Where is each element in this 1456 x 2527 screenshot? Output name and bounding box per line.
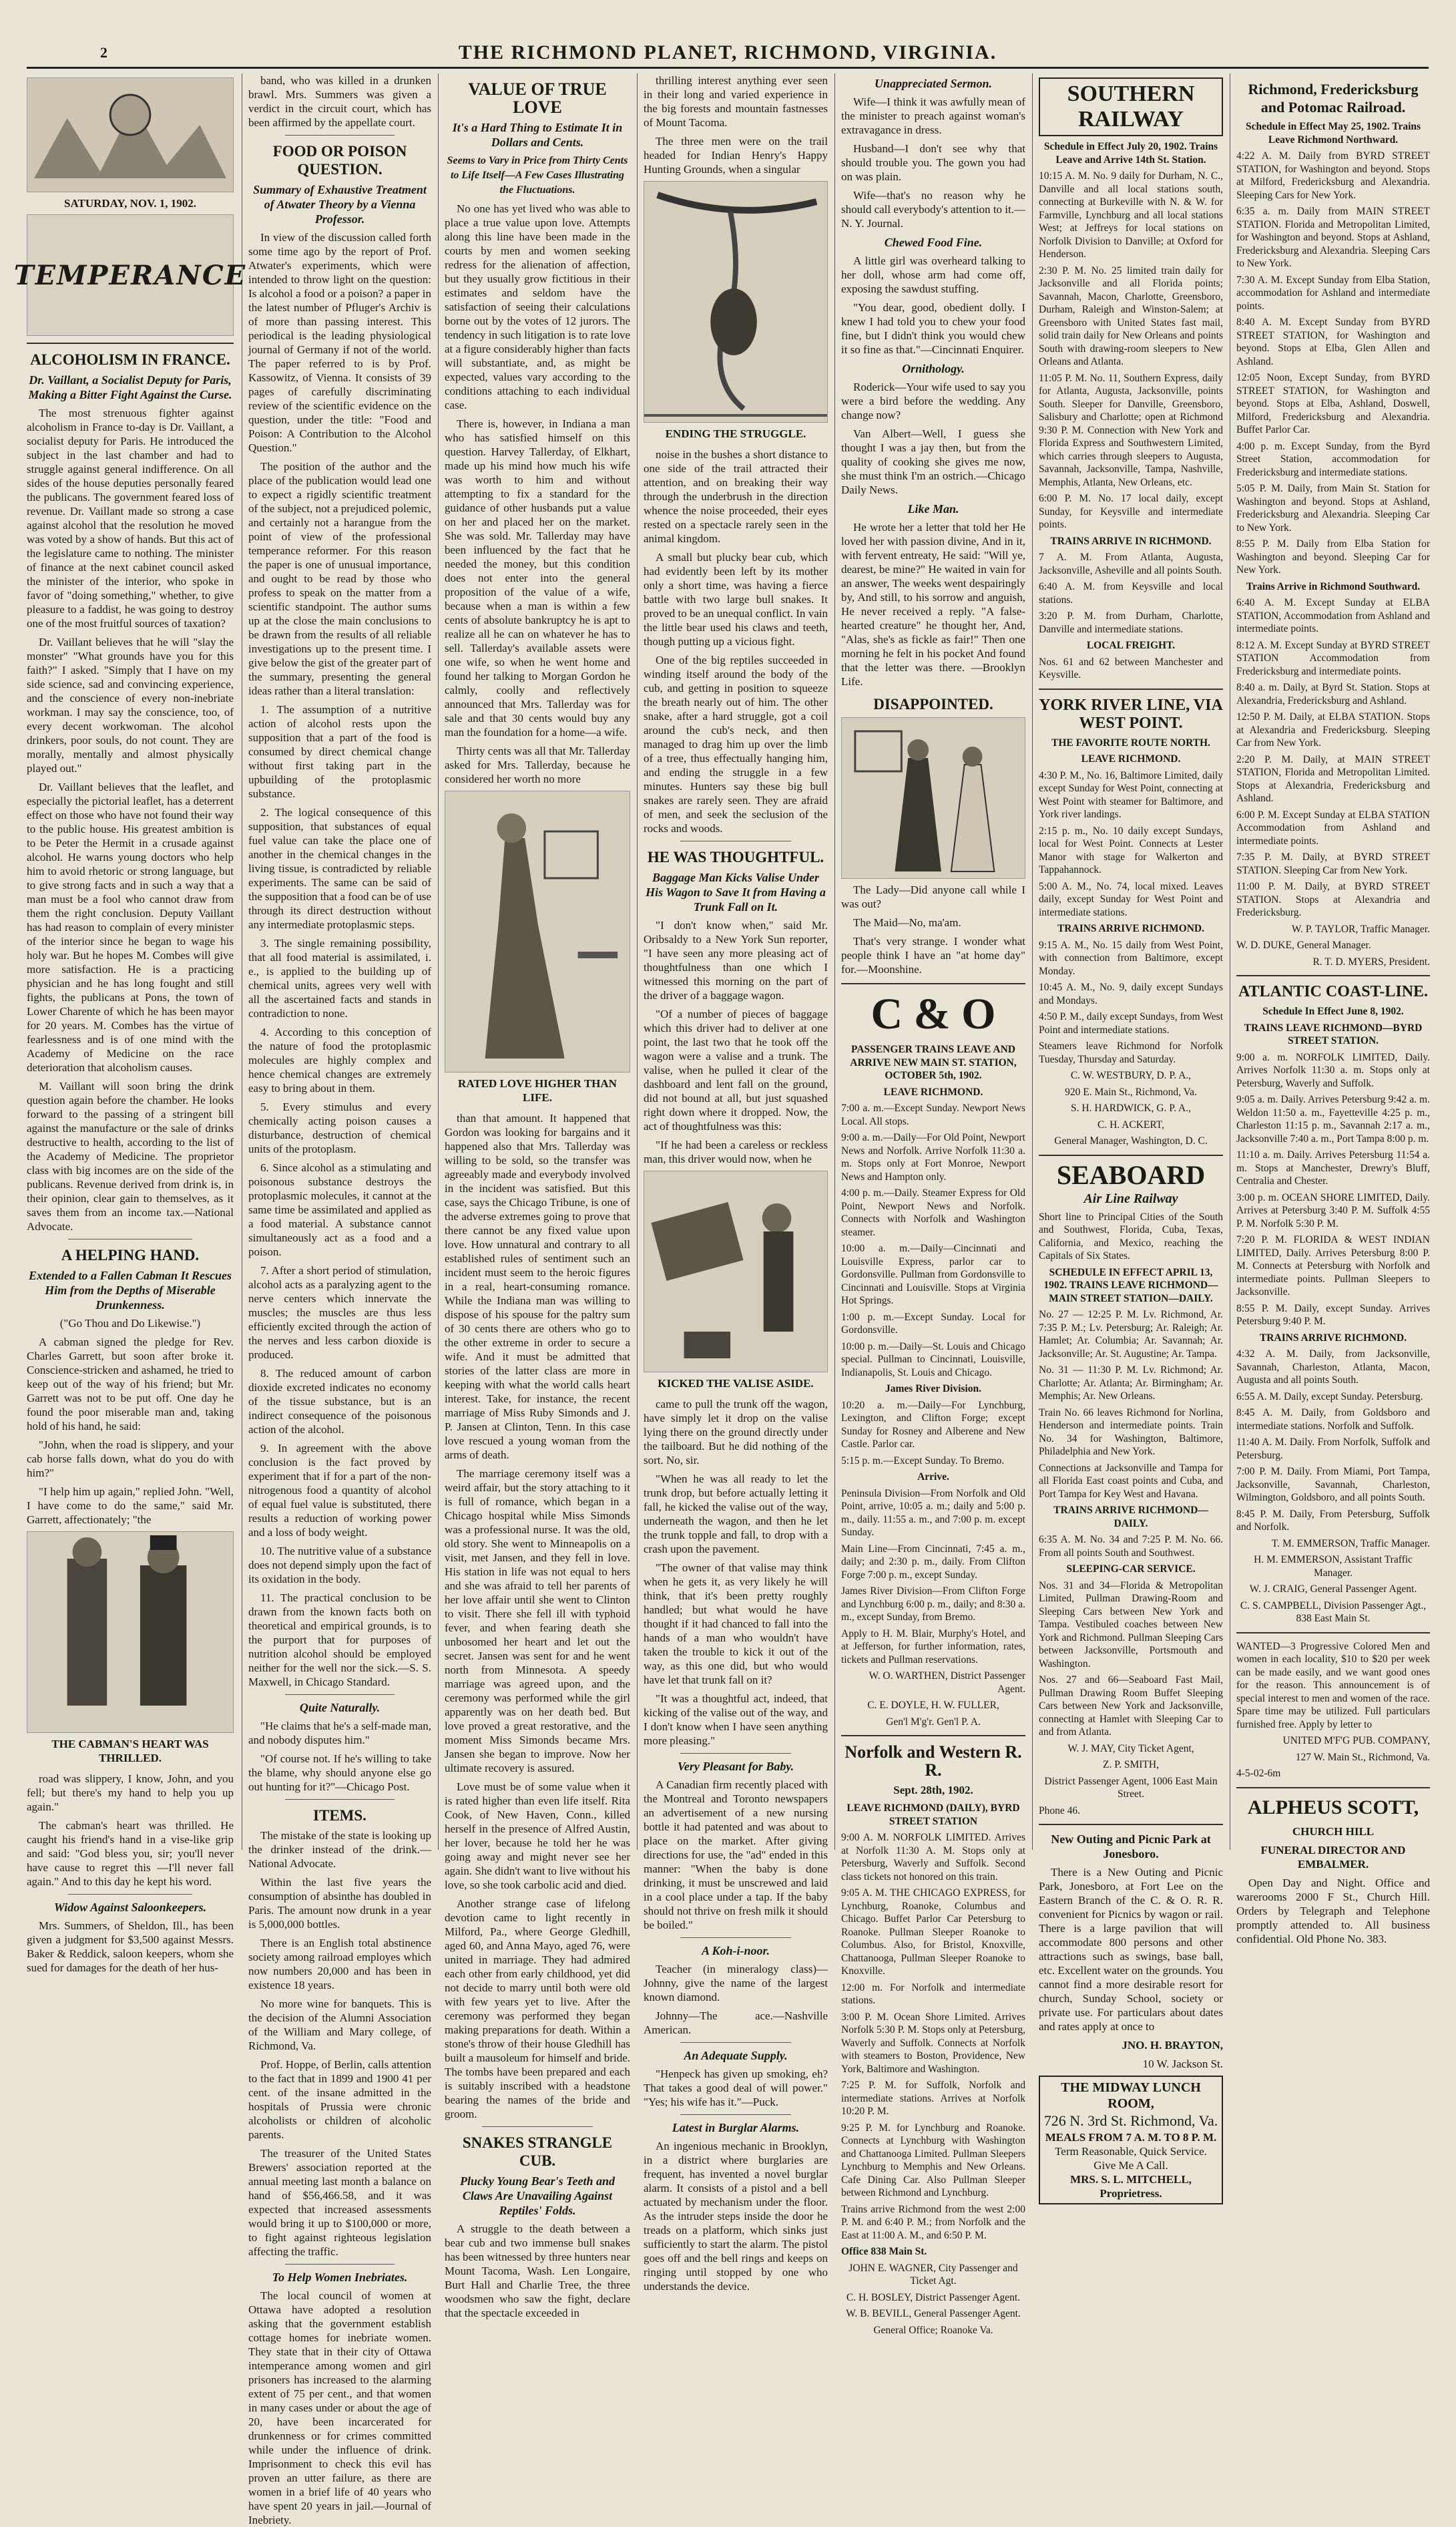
schedule-heading: TRAINS ARRIVE IN RICHMOND. (1050, 535, 1212, 547)
schedule-entry: 9:00 a. m.—Daily—For Old Point, Newport News and Norfolk. Arrive Norfolk 11:30 a. m. Stops only at Fort Monroe, Newport News and Hampton only. (841, 1132, 1025, 1183)
schedule-entry: No. 27 — 12:25 P. M. Lv. Richmond, Ar. 7:35 P. M.; Lv. Petersburg; Ar. Raleigh; Ar. Hamlet; Ar. Columbia; Ar. Savannah; Ar. Jacksonville; Ar. St. Augustine; Ar. Tampa. (1039, 1309, 1223, 1360)
ad-signature: JNO. H. BRAYTON, (1122, 2039, 1223, 2052)
railway-title: YORK RIVER LINE, VIA WEST POINT. (1039, 696, 1223, 732)
office-address: General Office; Roanoke Va. (873, 2324, 993, 2336)
paragraph: 7. After a short period of stimulation, alcohol acts as a paralyzing agent to the nerve centers which innervate the muscles; the muscles are thus less efficiently excited through the action of the nerves and less carbon dioxide is produced. (248, 1264, 431, 1361)
column-4 (644, 73, 828, 2293)
agent-address: District Passenger Agent, 1006 East Main Street. (1044, 1775, 1218, 1800)
schedule-entry: 1:00 p. m.—Except Sunday. Local for Gordonsville. (841, 1311, 1025, 1336)
paragraph: 9. In agreement with the above conclusion is the fact proved by experiment that if for a part of the non-nitrogenous food a quantity of alcohol of equal fuel value is substituted, there results a reduction of working power and a loss of body weight. (248, 1442, 431, 1539)
schedule-entry: 4:30 P. M., No. 16, Baltimore Limited, daily except Sunday for West Point, connecting at West Point with steamer for Baltimore, and York river landings. (1039, 769, 1223, 820)
schedule-entry: 12:00 m. For Norfolk and intermediate stations. (841, 1981, 1025, 2006)
schedule-entry: 6:40 A. M. Except Sunday at ELBA STATION, Accommodation from Ashland and intermediate points. (1236, 597, 1430, 634)
article-title: Very Pleasant for Baby. (677, 1760, 794, 1773)
schedule-entry: 3:00 P. M. Ocean Shore Limited. Arrives Norfolk 5:30 P. M. Stops only at Petersburg, Waverly and Suffolk. Connects at Norfolk with steamers to Boston, Providence, New York, Baltimore and Washington. (841, 2011, 1025, 2075)
office-address: Office 838 Main St. (841, 2246, 927, 2257)
schedule-entry: Train No. 66 leaves Richmond for Norlina, Henderson and intermediate points. Train No. 34 for Washington, Baltimore, Philadelphia and New York. (1039, 1406, 1223, 1457)
schedule-entry: 4:00 p. m.—Daily. Steamer Express for Old Point, Newport News and Norfolk. Connects with Norfolk and Washington steamer. (841, 1187, 1025, 1238)
schedule-entry: 5:15 p. m.—Except Sunday. To Bremo. (841, 1454, 1005, 1467)
paragraph: The cabman's heart was thrilled. He caught his friend's hand in a vise-like grip and said: "God bless you, sir; you'll never have cause to regret this —I'll never fall again." And to this day he kept his word. (27, 1819, 234, 1888)
paragraph: The position of the author and the place of the publication would lead one to expect a rigidly scientific treatment of the subject, not a prejudiced polemic, and certainly not a harangue from the point of view of the professional temperance reformer. For this reason the paper is one of unusual importance, and ought to be read by those who profess to speak on the matter from a scientific standpoint. The author sums up at the close the main conclusions to be drawn from the results of all reliable investigations up to the present time. I give below the gist of the greater part of the summary, presenting the general ideas rather than a literal translation: (248, 460, 431, 697)
column-rule (1032, 73, 1033, 1850)
paragraph: 8. The reduced amount of carbon dioxide excreted indicates no economy of the tissue substance, but is an indirect consequence of the poisonous action of the alcohol. (248, 1367, 431, 1436)
ad-subtitle: FUNERAL DIRECTOR AND EMBALMER. (1260, 1843, 1406, 1871)
article-title: Like Man. (907, 502, 959, 516)
schedule-date: Sept. 28th, 1902. (893, 1784, 973, 1796)
paragraph: 5. Every stimulus and every chemically acting poison causes a disturbance, destruction of chemical units of the protoplasm. (248, 1101, 431, 1155)
paragraph: Short line to Principal Cities of the South and Southwest, Florida, Cuba, Texas, California, and Mexico, reaching the Capitals of Six States. (1039, 1211, 1223, 1261)
railway-title: SOUTHERN RAILWAY (1067, 81, 1195, 132)
agent-title: Gen'l M'g'r. Gen'l P. A. (886, 1716, 981, 1728)
paragraph: "He claims that he's a self-made man, and nobody disputes him." (248, 1720, 431, 1746)
agent-name: W. B. BEVILL, General Passenger Agent. (846, 2308, 1021, 2319)
paragraph: A struggle to the death between a bear cub and two immense bull snakes has been witnessed by three hunters near Mount Tacoma, Wash. Len Longaire, Burt Hall and Charlie Tree, the three woodsmen who saw the fight, declare that the spectacle exceeded in (445, 2222, 630, 2319)
schedule-entry: Apply to H. M. Blair, Murphy's Hotel, and at Jefferson, for further information, rates, tickets and Pullman reservations. (841, 1627, 1025, 1666)
paragraph: "I help him up again," replied John. "Well, I have come to do the same," said Mr. Garrett, affectionately; "the (27, 1485, 234, 1526)
schedule-entry: 7 A. M. From Atlanta, Augusta, Jacksonville, Asheville and all points South. (1039, 552, 1223, 576)
paragraph: 4. According to this conception of the nature of food the protoplasmic molecules are highly complex and hence chemical changes are extremely easy to bring about in them. (248, 1026, 431, 1095)
article-title: Unappreciated Sermon. (874, 77, 992, 90)
article-title: To Help Women Inebriates. (272, 2271, 408, 2284)
paragraph: The three men were on the trail headed for Indian Henry's Happy Hunting Grounds, when a singular (644, 135, 828, 176)
paragraph: came to pull the trunk off the wagon, have simply let it drop on the valise lying there on the ground directly under the tailboard. But he did nothing of the sort. No, sir. (644, 1398, 828, 1467)
paragraph: That's very strange. I wonder what people think I have an "at home day" for.—Moonshine. (841, 935, 1025, 976)
paragraph: The mistake of the state is looking up the drinker instead of the drink.—National Advocate. (248, 1829, 431, 1870)
ad-proprietor: MRS. S. L. MITCHELL, Proprietress. (1070, 2173, 1192, 2200)
paragraph: Wife—that's no reason why he should call everybody's attention to it.—N. Y. Journal. (841, 189, 1025, 230)
ad-hours: MEALS FROM 7 A. M. TO 8 P. M. (1045, 2131, 1217, 2144)
schedule-entry: 9:05 A. M. THE CHICAGO EXPRESS, for Lynchburg, Roanoke, Columbus and Chicago. Buffet Parlor Car Petersburg to Roanoke. Pullman Sleeper Roanoke to Columbus. Also, for Bristol, Knoxville, Chattanooga, Pullman Sleeper Roanoke to Knoxville. (841, 1887, 1025, 1977)
schedule-heading: SCHEDULE IN EFFECT APRIL 13, 1902. TRAINS LEAVE RICHMOND—MAIN STREET STATION—DAILY. (1043, 1266, 1218, 1304)
phone-number: Phone 46. (1039, 1804, 1080, 1816)
column-rule (834, 73, 835, 1850)
paragraph: "The owner of that valise may think when he gets it, as very likely he will think, that it's been pretty roughly handled; but what would he have thought if it had chanced to fall into the hands of a man who wouldn't have taken the trouble to kick it out of the way, as this one did, but who would have let that trunk fall on it? (644, 1561, 828, 1686)
schedule-entry: Peninsula Division—From Norfolk and Old Point, arrive, 10:05 a. m.; daily and 5:00 p. m., daily. 11:55 a. m., and 7:00 p. m. except Sunday. (841, 1487, 1025, 1538)
schedule-subtitle: THE FAVORITE ROUTE NORTH. (1051, 737, 1210, 749)
paragraph: 3. The single remaining possibility, that all food material is assimilated, i. e., is applied to the building up of chemical units, agrees very well with all the ascertained facts and stands in contradiction to none. (248, 937, 431, 1020)
baggage-man-illustration (644, 1171, 828, 1372)
ad-code: 4-5-02-6m (1236, 1768, 1281, 1779)
schedule-entry: 7:25 P. M. for Suffolk, Norfolk and intermediate stations. Arrives at Norfolk 10:20 P. M. (841, 2080, 1025, 2117)
page-number: 2 (100, 44, 107, 61)
schedule-entry: 11:05 P. M. No. 11, Southern Express, daily for Atlanta, Augusta, Jacksonville, points South. Sleeper for Danville, Greensboro, Salisbury and Charlotte; open at Richmond 9:30 P. M. Connection with New York and Florida Express and Southwestern Limited, which carries through sleepers to Augusta, Savannah, Jacksonville, Tampa, Nashville, Memphis, Atlanta, New Orleans, etc. (1039, 372, 1223, 488)
paragraph: "Of course not. If he's willing to take the blame, why should anyone else go out hunting for it?"—Chicago Post. (248, 1752, 431, 1793)
schedule-heading: LOCAL FREIGHT. (1086, 640, 1176, 651)
schedule-entry: 3:20 P. M. from Durham, Charlotte, Danville and intermediate stations. (1039, 610, 1223, 635)
paragraph: The most strenuous fighter against alcoholism in France to-day is Dr. Vaillant, a socialist deputy for Paris. He introduced the subject in the last chamber and had to struggle against general indifference. On all sides of the house deputies personally feared the publicans. The government feared loss of revenue. Dr. Vaillant made so strong a case against alcohol that the resolution he moved was voted by a show of hands. But this act of the legislature came to nothing. The minister of finance at the next cabinet council asked the minister of the interior, who spoke in favor of "doing something," whether, to give pleasure to a faddist, he was going to destroy one of the most fruitful sources of taxation? (27, 407, 234, 630)
article-subtitle: It's a Hard Thing to Estimate It in Dollars and Cents. (452, 121, 623, 149)
schedule-entry: 12:05 Noon, Except Sunday, from BYRD STREET STATION, for Washington and beyond. Stops at Elba, Ashland, Doswell, Milford, Fredericksburg and Alexandria. Buffet Parlor Car. (1236, 372, 1430, 435)
schedule-entry: 11:40 A. M. Daily. From Norfolk, Suffolk and Petersburg. (1236, 1436, 1430, 1461)
paragraph: road was slippery, I know, John, and you fell; but there's my hand to help you up again." (27, 1772, 234, 1813)
schedule-entry: 7:20 P. M. FLORIDA & WEST INDIAN LIMITED, Daily. Arrives Petersburg 8:00 P. M. Connects at Petersburg with Norfolk and intermediate points. Pullman Sleepers to Jacksonville. (1236, 1234, 1430, 1298)
bear-and-snakes-illustration (644, 181, 828, 423)
poem: He wrote her a letter that told her He loved her with passion divine, And in it, with fervent entreaty, He said: "Will ye, dearest, be mine?" He waited in vain for an answer, The weeks went despairingly by, And still, to his sorrow and anguish, He never received a reply. "A false-hearted creature" he thought her, And, "Alas, she's as fickle as fair!" Then one morning he felt in his pocket And found that the letter was there. —Brooklyn Life. (841, 521, 1025, 688)
illustration-caption: KICKED THE VALISE ASIDE. (658, 1377, 814, 1390)
schedule-entry: Nos. 27 and 66—Seaboard Fast Mail, Pullman Drawing Room Buffet Sleeping Cars between New York and Jacksonville, connecting at Hamlet with Sleeping Car to and from Atlanta. (1039, 1674, 1223, 1738)
schedule-entry: 11:10 a. m. Daily. Arrives Petersburg 11:54 a. m. Stops at Manchester, Drewry's Bluff, Centralia and Chester. (1236, 1149, 1430, 1187)
schedule-heading: SLEEPING-CAR SERVICE. (1066, 1563, 1196, 1575)
paragraph: No more wine for banquets. This is the decision of the Alumni Association of the William and Mary college, of Richmond, Va. (248, 1997, 431, 2052)
paragraph: "You dear, good, obedient dolly. I knew I had told you to chew your food fine, but I didn't think you would chew it so fine as that."—Cincinnati Enquirer. (841, 301, 1025, 356)
paragraph: Another strange case of lifelong devotion came to light recently in Milford, Pa., where George Gledhill, aged 60, and Anna Mayo, aged 76, were united in marriage. They had admired each other from early childhood, yet did not decide to marry until both were old with few years yet to live. After the ceremony was performed they began making preparations for death. Within a stone's throw of their house Gledhill has built a mausoleum for himself and bride. The tombs have been prepared and each is suitably inscribed with a headstone bearing the names of the bride and groom. (445, 1897, 630, 2120)
ad-text: Term Reasonable, Quick Service. Give Me A Call. (1055, 2145, 1207, 2172)
article-title: HE WAS THOUGHTFUL. (647, 849, 824, 865)
ad-title: ALPHEUS SCOTT, (1247, 1796, 1419, 1818)
article-title: Widow Against Saloonkeepers. (53, 1901, 207, 1914)
paragraph: Van Albert—Well, I guess she thought I was a jay then, but from the quality of cooking she gives me now, she must think I'm an ostrich.—Chicago Daily News. (841, 427, 1025, 496)
schedule-entry: 8:40 a. m. Daily, at Byrd St. Station. Stops at Alexandria, Fredericksburg and Ashland. (1236, 682, 1430, 707)
paragraph: "Henpeck has given up smoking, eh? That takes a good deal of will power." "Yes; his wife has it."—Puck. (644, 2068, 828, 2108)
railway-title: SEABOARD (1056, 1159, 1206, 1190)
agent-name: JOHN E. WAGNER, City Passenger and Ticket Agt. (848, 2262, 1018, 2287)
temperance-logo-text: TEMPERANCE (13, 259, 247, 291)
article-title: VALUE OF TRUE LOVE (468, 79, 607, 117)
schedule-entry: 5:00 A. M., No. 74, local mixed. Leaves daily, except Sunday for West Point and intermediate stations. (1039, 880, 1223, 918)
article-subtitle: Seems to Vary in Price from Thirty Cents to Life Itself—A Few Cases Illustrating the Fluctuations. (447, 155, 628, 196)
paragraph: than that amount. It happened that Gordon was looking for bargains and it happened also that Mrs. Tallerday was willing to be sold, so the transfer was agreeably made and everybody involved in the incident was satisfied. But this case, says the Chicago Tribune, is one of the adverse extremes going to prove that there cannot be any fixed value upon love. How unnatural and contrary to all established rules of sentiment such an incident must seem to the heroic figures in a real, heart-consuming romance. While the Indiana man was willing to dispose of his spouse for the paltry sum of 30 cents there are others who go to the other extreme in order to secure a wife. And it must be admitted that stories of the latter class are more in keeping with what the world calls heart interest. Take, for instance, the recent marriage of Miss Ruby Simonds and J. P. Jansen at Clinton, Tenn. In this case love rescued a young woman from the arms of death. (445, 1112, 630, 1461)
paragraph: "I don't know when," said Mr. Oribsaldy to a New York Sun reporter, "I have seen any more pleasing act of thoughtfulness than one which I witnessed this morning on the part of the driver of a baggage wagon. (644, 919, 828, 1002)
schedule-entry: 10:15 A. M. No. 9 daily for Durham, N. C., Danville and all local stations south, connecting at Burkeville with N. & W. for Farmville, Lynchburg and all local stations West; at Jeffreys for local stations on Norfolk Division to Danville; at Oxford for Henderson. (1039, 170, 1223, 260)
paragraph: Roderick—Your wife used to say you were a bird before the wedding. Any change now? (841, 381, 1025, 421)
schedule-entry: 4:50 P. M., daily except Sundays, from West Point and intermediate stations. (1039, 1011, 1223, 1036)
ad-signature: UNITED M'F'G PUB. COMPANY, (1282, 1735, 1430, 1746)
paragraph: Prof. Hoppe, of Berlin, calls attention to the fact that in 1899 and 1900 41 per cent. of the insane admitted in the hospitals of Prussia were chronic alcoholists or children of alcoholic parents. (248, 2058, 431, 2141)
schedule-entry: 10:00 p. m.—Daily—St. Louis and Chicago special. Pullman to Cincinnati, Louisville, Indianapolis, St. Louis and Chicago. (841, 1340, 1025, 1378)
agent-name: C. E. DOYLE, H. W. FULLER, (867, 1700, 999, 1711)
paragraph: 10. The nutritive value of a substance does not depend simply upon the fact of its oxidation in the body. (248, 1545, 431, 1585)
schedule-entry: 8:45 P. M. Daily, From Petersburg, Suffolk and Norfolk. (1236, 1508, 1430, 1533)
schedule-entry: 3:00 p. m. OCEAN SHORE LIMITED, Daily. Arrives at Petersburg 3:40 P. M. Suffolk 4:55 P. M. Norfolk 5:30 P. M. (1236, 1191, 1430, 1229)
schedule-entry: 2:20 P. M. Daily, at MAIN STREET STATION, Florida and Metropolitan Limited. Stops at Alexandria, Fredericksburg and Ashland. (1236, 753, 1430, 804)
paragraph: 6. Since alcohol as a stimulating and poisonous substance destroys the protoplasmic molecules, it cannot at the same time be assimilated and applied as a food material. A substance cannot simultaneously act as a food and a poison. (248, 1161, 431, 1258)
agent-name: H. M. EMMERSON, Assistant Traffic Manager. (1254, 1554, 1413, 1579)
paragraph: thrilling interest anything ever seen in their long and varied experience in the big forests and mountain fastnesses of Mount Tacoma. (644, 74, 828, 129)
schedule-entry: 4:32 A. M. Daily, from Jacksonville, Savannah, Charleston, Atlanta, Macon, Augusta and all points South. (1236, 1348, 1430, 1386)
paragraph: noise in the bushes a short distance to one side of the trail attracted their attention, and on breaking their way through the underbrush in the direction whence the noise proceeded, their eyes rested on a spectacle rarely seen in the animal kingdom. (644, 448, 828, 545)
temperance-logo (13, 214, 247, 336)
column-3 (445, 73, 630, 2319)
article-title: ITEMS. (313, 1807, 367, 1824)
agent-title: General Manager, Washington, D. C. (1054, 1135, 1208, 1147)
column-rule (637, 73, 638, 1850)
paragraph: There is a New Outing and Picnic Park, Jonesboro, at Fort Lee on the Eastern Branch of the C. & O. R. R. convenient for Picnics by wagon or rail. There is a large pavilion that will accommodate 800 persons and other attractions such as swings, base ball, etc. Excellent water on the grounds. You cannot find a more desirable resort for church, Sunday School, society or private use. For particulars about dates and rates apply at once to (1039, 1866, 1223, 2033)
co-railway-logo: C & O (871, 990, 996, 1038)
schedule-heading: LEAVE RICHMOND. (883, 1086, 983, 1098)
article-title: Quite Naturally. (299, 1701, 381, 1714)
paragraph: Mrs. Summers, of Sheldon, Ill., has been given a judgment for $3,500 against Messrs. Baker & Reddick, saloon keepers, whom she sued for damages for the death of her hus- (27, 1919, 234, 1974)
paragraph: "It was a thoughtful act, indeed, that kicking of the valise out of the way, and I don't know when I have seen anything more pleasing." (644, 1692, 828, 1747)
paragraph: 1. The assumption of a nutritive action of alcohol rests upon the supposition that a part of the food is consumed by direct chemical change without first taking part in the upbuilding of the protoplasmic substance. (248, 703, 431, 800)
article-title: A HELPING HAND. (61, 1247, 200, 1264)
schedule-entry: 9:05 a. m. Daily. Arrives Petersburg 9:42 a. m. Weldon 11:50 a. m., Fayetteville 4:25 p. m., Charleston 11:15 p. m., Savannah 2:17 a. m., Jacksonville 7:40 a. m., Port Tampa 8:00 p. m. (1236, 1094, 1430, 1145)
schedule-heading: TRAINS ARRIVE RICHMOND. (1057, 923, 1205, 934)
agent-name: C. W. WESTBURY, D. P. A., (1070, 1070, 1192, 1081)
paragraph: A little girl was overheard talking to her doll, whose arm had come off, exposing the sawdust stuffing. (841, 254, 1025, 295)
article-title: DISAPPOINTED. (873, 696, 993, 713)
agent-name: W. J. CRAIG, General Passenger Agent. (1249, 1583, 1417, 1595)
paragraph: There is an English total abstinence society among railroad employes which now numbers 20,000 and has been in existence 18 years. (248, 1937, 431, 1991)
schedule-entry: Main Line—From Cincinnati, 7:45 a. m., daily; and 2:30 p. m., daily. From Clifton Forge 7:00 p. m., except Sunday. (841, 1543, 1025, 1581)
illustration-caption: RATED LOVE HIGHER THAN LIFE. (458, 1077, 617, 1104)
paragraph: A cabman signed the pledge for Rev. Charles Garrett, but soon after broke it. Conscience-stricken and ashamed, he tried to keep out of the way of his friend; but Mr. Garrett was not to be put off. One day he found the poor miserable man and, taking hold of his hand, he said: (27, 1336, 234, 1432)
schedule-entry: Connections at Jacksonville and Tampa for all Florida East coast points and Cuba, and Port Tampa for Key West and Havana. (1039, 1462, 1223, 1500)
schedule-subtitle: Schedule in Effect May 25, 1902. Trains Leave Richmond Northward. (1245, 121, 1421, 146)
column-1 (13, 73, 247, 1974)
schedule-subtitle: Schedule In Effect June 8, 1902. (1262, 1006, 1404, 1017)
article-title: SNAKES STRANGLE CUB. (462, 2134, 613, 2169)
ad-address: 726 N. 3rd St. Richmond, Va. (1043, 2112, 1218, 2129)
paragraph: The treasurer of the United States Brewers' association reported at the annual meeting last month a balance on hand of $56,466.58, and it was expected that increased assessments would bring it up to $100,000 or more, to fight against righteous legislation affecting the traffic. (248, 2147, 431, 2258)
agent-name: Z. P. SMITH, (1103, 1759, 1159, 1770)
woman-drinking-illustration (445, 791, 630, 1073)
paragraph: In view of the discussion called forth some time ago by the report of Prof. Atwater's experiments, which were intended to throw light on the question: Is alcohol a food or a poison? a paper in the latest number of Pfluger's Archiv is of more than passing interest. This periodical is the leading physiological journal of Germany if not of the world. The paper referred to is by Prof. Kassowitz, of Vienna. It consists of 39 pages of carefully discriminating review of the scientific evidence on the question, under the title: "Food and Poison: A Contribution to the Alcohol Question." (248, 231, 431, 454)
schedule-entry: 6:00 P. M. No. 17 local daily, except Sunday, for Keysville and intermediate points. (1039, 493, 1223, 530)
schedule-heading: TRAINS LEAVE RICHMOND—BYRD STREET STATION. (1244, 1022, 1423, 1046)
agent-name: T. M. EMMERSON, Traffic Manager. (1271, 1537, 1430, 1549)
paragraph: A Canadian firm recently placed with the Montreal and Toronto newspapers an advertisement of a new nursing bottle it had patented and was about to place on the market. After giving directions for use, the "ad" ended in this manner: "When the baby is done drinking, it must be unscrewed and laid in a cool place under a tap. If the baby should not thrive on fresh milk it should be boiled." (644, 1778, 828, 1931)
article-title: Latest in Burglar Alarms. (672, 2121, 800, 2134)
agent-name: W. P. TAYLOR, Traffic Manager. (1291, 923, 1430, 935)
paragraph: "When he was all ready to let the trunk drop, but before actually letting it fall, he kicked the valise out of the way, underneath the wagon, and then he let the trunk topple and fall, to drop with a crash upon the pavement. (644, 1473, 828, 1555)
schedule-entry: Nos. 61 and 62 between Manchester and Keysville. (1039, 656, 1223, 681)
classified-ad: WANTED—3 Progressive Colored Men and women in each locality, $10 to $20 per week can be made easily, and we want good ones for the reason. This announcement is of special interest to men and women of the race. Spare time may be utilized. Full particulars furnished free. Apply by letter to (1236, 1640, 1430, 1730)
agent-name: C. H. ACKERT, (1098, 1119, 1164, 1131)
paragraph: A small but plucky bear cub, which had evidently been left by its mother only a short time, was having a fierce battle with two large bull snakes. It proved to be an unequal conflict. In vain the little bear used his claws and teeth, though putting up a vicious fight. (644, 551, 828, 648)
schedule-entry: No. 31 — 11:30 P. M. Lv. Richmond; Ar. Charlotte; Ar. Atlanta; Ar. Birmingham; Ar. Memphis; Ar. New Orleans. (1039, 1364, 1223, 1402)
newspaper-title: THE RICHMOND PLANET, RICHMOND, VIRGINIA. (458, 41, 997, 63)
schedule-entry: 6:35 a. m. Daily from MAIN STREET STATION. Florida and Metropolitan Limited, for Washington and beyond. Stops at Ashland, Fredericksburg and Alexandria. Sleeping Cars to New York. (1236, 206, 1430, 269)
ad-subtitle: CHURCH HILL (1292, 1824, 1375, 1838)
article-title: A Koh-i-noor. (701, 1944, 770, 1957)
schedule-entry: 9:25 P. M. for Lynchburg and Roanoke. Connects at Lynchburg with Washington and Chattanooga Limited. Pullman Sleepers Lynchburg to Memphis and New Orleans. Cafe Dining Car. Also Pullman Sleeper between Richmond and Lynchburg. (841, 2122, 1025, 2198)
ad-address: 10 W. Jackson St. (1142, 2058, 1223, 2070)
paragraph: The Lady—Did anyone call while I was out? (841, 884, 1025, 910)
illustration-caption: ENDING THE STRUGGLE. (665, 427, 806, 440)
paragraph: "Of a number of pieces of baggage which this driver had to deliver at one point, the last two that he took off the wagon were a valise and a trunk. The valise, when he pulled it clear of the dashboard and lent fall on the ground, did not bound at all, but just squashed right down where it dropped. Now, the act of thoughtfulness was this: (644, 1008, 828, 1133)
paragraph: "If he had been a careless or reckless man, this driver would now, when he (644, 1139, 828, 1165)
railway-subtitle: Air Line Railway (1083, 1191, 1178, 1206)
schedule-entry: Nos. 31 and 34—Florida & Metropolitan Limited, Pullman Drawing-Room and Sleeping Cars between New York and Tampa. Vestibuled coaches between New York and Richmond. Pullman Sleeping Cars between Jacksonville, Portsmouth and Washington. (1039, 1579, 1223, 1670)
paragraph: Husband—I don't see why that should trouble you. The gown you had on was plain. (841, 142, 1025, 183)
column-2 (248, 73, 431, 2526)
paragraph: Within the last five years the consumption of absinthe has doubled in Paris. The amount now drunk in a year is 5,000,000 bottles. (248, 1876, 431, 1931)
schedule-entry: 9:15 A. M., No. 15 daily from West Point, with connection from Baltimore, except Monday. (1039, 939, 1223, 977)
agent-name: C. H. BOSLEY, District Passenger Agent. (846, 2291, 1021, 2303)
article-title: Ornithology. (902, 362, 965, 375)
schedule-entry: Trains arrive Richmond from the west 2:00 P. M. and 6:40 P. M.; from Norfolk and the East at 11:00 A. M., and 6:50 P. M. (841, 2203, 1025, 2241)
schedule-entry: 8:40 A. M. Except Sunday from BYRD STREET STATION, for Washington and beyond. Stops at Elba, Glen Allen and Ashland. (1236, 317, 1430, 367)
schedule-heading: LEAVE RICHMOND (DAILY), BYRD STREET STATION (846, 1802, 1020, 1827)
paragraph: There is, however, in Indiana a man who has satisfied himself on this question. Harvey Tallerday, of Elkhart, made up his mind how much his wife was worth to him and without attempting to fix a standard for the guidance of other husbands put a value on her and placed her on the market. She was sold. Mr. Tallerday may have been influenced by the fact that he needed the money, but this condition does not enter into the general proposition of the value of a wife, because when a man is within a few cents of absolute bankruptcy he is apt to realize all he can on whatever he has to sell. Tallerday's available assets were one wife, so when he went home and found her talking to Morgan Gordon he calmly, coolly and reflectively announced that Mrs. Tallerday was for sale and that 30 cents would buy any man the foundation for a home—a wife. (445, 417, 630, 739)
paragraph: M. Vaillant will soon bring the drink question again before the chamber. He looks forward to the passing of a stringent bill against the manufacture or the sale of drinks destructive to health, according to the list of the Academy of Medicine. The proprietor class with big incomes are on the side of the publicans. Revenue derived from drink is, in their opinion, clear gain to themselves, as it saves them from an income tax.—National Advocate. (27, 1080, 234, 1233)
schedule-heading: TRAINS ARRIVE RICHMOND—DAILY. (1053, 1505, 1208, 1529)
schedule-entry: 5:05 P. M. Daily, from Main St. Station for Washington and beyond. Stops at Ashland, Fredericksburg and Alexandria. Sleeping Car to New York. (1236, 483, 1430, 534)
paragraph: band, who was killed in a drunken brawl. Mrs. Summers was given a verdict in the circuit court, which has been affirmed by the appellate court. (248, 74, 431, 129)
schedule-heading: LEAVE RICHMOND. (1081, 753, 1181, 765)
temperance-banner-illustration (27, 77, 234, 192)
schedule-entry: 6:40 A. M. from Keysville and local stations. (1039, 581, 1223, 606)
schedule-entry: 10:00 a. m.—Daily—Cincinnati and Louisville Express, parlor car to Gordonsville. Pullman from Gordonsville to Cincinnati and Louisville. Stops at Virginia Hot Springs. (841, 1243, 1025, 1306)
paragraph: One of the big reptiles succeeded in winding itself around the body of the cub, and getting in position to squeeze the breath nearly out of him. The other snake, after a hard struggle, got a coil around the cub's neck, and then managed to drag him up over the limb of a tree, thus effectually hanging him, and ending the struggle in a few minutes. Hunters say these big bull snakes are rarely seen. They are afraid of men, and seek the seclusion of the rocks and woods. (644, 654, 828, 835)
schedule-entry: 7:30 A. M. Except Sunday from Elba Station, accommodation for Ashland and intermediate points. (1236, 274, 1430, 312)
schedule-entry: 9:00 a. m. NORFOLK LIMITED, Daily. Arrives Norfolk 11:30 a. m. Stops only at Petersburg, Waverly and Suffolk. (1236, 1051, 1430, 1089)
paragraph: Love must be of some value when it is rated higher than even life itself. Rita Cook, of New Haven, Conn., killed herself in the presence of Alfred Austin, her lover, because he told her he was going away and might never see her again. She didn't want to live without his love, so she took carbolic acid and died. (445, 1780, 630, 1891)
paragraph: Dr. Vaillant believes that he will "slay the monster" "What grounds have you for this faith?" I asked. "Simply that I have on my side science, sad and convincing experience, and the conscience of every non-inebriate workman. I may say the conscience, too, of every decent workwoman. The alcohol drinkers, poor souls, do not count. They are morally, mentally and almost physically played out." (27, 636, 234, 775)
schedule-entry: 11:00 P. M. Daily, at BYRD STREET STATION. Stops at Alexandria and Fredericksburg. (1236, 881, 1430, 918)
column-5 (841, 73, 1025, 2336)
schedule-entry: 8:45 A. M. Daily, from Goldsboro and intermediate stations. Norfolk and Suffolk. (1236, 1407, 1430, 1432)
column-rule (438, 73, 439, 1850)
ad-address: 127 W. Main St., Richmond, Va. (1295, 1751, 1430, 1763)
cabman-illustration (27, 1531, 234, 1733)
paragraph: The Maid—No, ma'am. (853, 916, 961, 929)
schedule-entry: 8:12 A. M. Except Sunday at BYRD STREET STATION Accommodation from Fredericksburg and intermediate points. (1236, 639, 1430, 677)
schedule-entry: 12:50 P. M. Daily, at ELBA STATION. Stops at Alexandria and Fredericksburg. Sleeping Car from New York. (1236, 711, 1430, 749)
article-subtitle: Baggage Man Kicks Valise Under His Wagon to Save It from Having a Trunk Fall on It. (646, 871, 826, 914)
schedule-entry: 8:55 P. M. Daily, except Sunday. Arrives Petersburg 9:40 P. M. (1236, 1302, 1430, 1327)
schedule-entry: 2:30 P. M. No. 25 limited train daily for Jacksonville and all Florida points; Savannah, Macon, Charlotte, Greensboro, Durham, Raleigh and Winston-Salem; at Greensboro with United States fast mail, solid train daily for New Orleans and points South with drawing-room sleepers to New Orleans and Atlanta. (1039, 264, 1223, 367)
schedule-subtitle: PASSENGER TRAINS LEAVE AND ARRIVE NEW MAIN ST. STATION, OCTOBER 5th, 1902. (850, 1044, 1017, 1081)
schedule-entry: 6:35 A. M. No. 34 and 7:25 P. M. No. 66. From all points South and Southwest. (1039, 1534, 1223, 1559)
masthead (27, 40, 1429, 69)
paragraph: No one has yet lived who was able to place a true value upon love. Attempts along this line have been made in the courts by men and women seeking redress for the alienation of affection, but they usually grow fictitious in their estimates and seldom have the satisfaction of seeing their calculations borne out by the votes of 12 jurors. The tendency in such litigation is to rate love at a figure considerably higher than facts will substantiate, and, as might be expected, values vary according to the conditions attaching to each individual case. (445, 202, 630, 411)
article-title: An Adequate Supply. (684, 2049, 788, 2062)
paragraph: The marriage ceremony itself was a weird affair, but the story attaching to it is full of romance, which began in a Chicago hospital while Miss Simonds was a professional nurse. It was the old, old story. She went to Minneapolis on a visit, met Jansen, and they fell in love. His station in life was not equal to hers and she was afraid to tell her parents of her love affair until she went to Clinton to visit. There she fell ill with typhoid fever, and when fearing death she unbosomed her heart and let out the secret. Jansen was sent for and he went north from Minnesota. A speedy marriage was agreed upon, and the ceremony was performed while the girl apparently was on her death bed. But love proved a great restorative, and the moment Miss Simonds became Mrs. Jansen she began to improve. Now her ultimate recovery is assured. (445, 1467, 630, 1774)
schedule-entry: 7:00 P. M. Daily. From Miami, Port Tampa, Jacksonville, Savannah, Charleston, Wilmington, Goldsboro, and all points South. (1236, 1466, 1430, 1503)
schedule-heading: Trains Arrive in Richmond Southward. (1246, 580, 1421, 592)
schedule-entry: 10:20 a. m.—Daily—For Lynchburg, Lexington, and Clifton Forge; except Sunday for Rosney and Alberene and New Castle. Parlor car. (841, 1399, 1025, 1450)
railway-title: Norfolk and Western R. R. (844, 1742, 1022, 1780)
schedule-heading: Arrive. (917, 1471, 949, 1483)
agent-name: W. J. MAY, City Ticket Agent, (1067, 1742, 1194, 1754)
schedule-heading: James River Division. (885, 1383, 981, 1394)
paragraph: "John, when the road is slippery, and your cab horse falls down, what do you do with him?" (27, 1438, 234, 1479)
railway-title: Richmond, Fredericksburg and Potomac Railroad. (1248, 81, 1419, 116)
paragraph: 2. The logical consequence of this supposition, that substances of equal fuel value can take the place one of another in the chemical changes in the living tissue, is contradicted by reliable experiments. The same can be said of the supposition that a food can be of use through its direct destruction without any intermediate protoplasmic steps. (248, 806, 431, 931)
schedule-entry: 7:00 a. m.—Except Sunday. Newport News Local. All stops. (841, 1103, 1025, 1127)
schedule-entry: 4:22 A. M. Daily from BYRD STREET STATION, for Washington and beyond. Stops at Milford, Fredericksburg and Alexandria. Sleeping Cars for New York. (1236, 150, 1430, 201)
agent-name: S. H. HARDWICK, G. P. A., (1071, 1103, 1191, 1114)
paragraph: An ingenious mechanic in Brooklyn, in a district where burglaries are frequent, has invented a novel burglar alarm. It consists of a pistol and a bell actuated by mechanism under the floor. As the intruder steps inside the door he treads on a platform, which sinks just sufficiently to start the alarm. The pistol goes off and the bell rings and keeps on ringing until stopped by one who understands the device. (644, 2140, 828, 2293)
railway-title: ATLANTIC COAST-LINE. (1238, 983, 1429, 1000)
paragraph: Dr. Vaillant believes that the leaflet, and especially the pictorial leaflet, has a deterrent effect on those who have not found their way to the public house. His greatest ambition is to be Peter the Hermit in a crusade against alcohol. He warns young doctors who help him to avoid rhetoric or strong language, but to give strong facts and in such a way that a man must be a fool who cannot draw from them the right conclusion. Deputy Vaillant has had reason to complain of every minister of the interior since he began to wage his holy war. But he hopes M. Combes will give more satisfaction. He is a practicing physician and he has long fought and still fights, the publicans at Pons, the town of Lower Charente of which he has been mayor for 20 years. M. Combes has the virtue of fearlessness and is of one mind with the Academy of Medicine on the race deterioration that alcoholism causes. (27, 781, 234, 1074)
schedule-entry: 6:55 A. M. Daily, except Sunday. Petersburg. (1236, 1390, 1423, 1402)
schedule-entry: 4:00 p. m. Except Sunday, from the Byrd Street Station, accommodation for Fredericksburg and intermediate stations. (1236, 440, 1430, 478)
agent-address: 920 E. Main St., Richmond, Va. (1065, 1086, 1197, 1098)
schedule-entry: Steamers leave Richmond for Norfolk Tuesday, Thursday and Saturday. (1039, 1040, 1223, 1065)
schedule-entry: 6:00 P. M. Except Sunday at ELBA STATION Accommodation from Ashland and intermediate points. (1236, 809, 1430, 847)
agent-name: W. D. DUKE, General Manager. (1236, 940, 1371, 951)
schedule-entry: 8:55 P. M. Daily from Elba Station for Washington and beyond. Sleeping Car for New York. (1236, 538, 1430, 576)
paragraph: 11. The practical conclusion to be drawn from the known facts both on theoretical and empirical grounds, is to the purport that for purposes of nutrition alcohol should be employed neither for the well nor the sick.—S. S. Maxwell, in Chicago Standard. (248, 1591, 431, 1688)
article-subtitle: Summary of Exhaustive Treatment of Atwater Theory by a Vienna Professor. (253, 183, 427, 226)
article-title: Chewed Food Fine. (884, 236, 983, 249)
schedule-subtitle: Schedule in Effect July 20, 1902. Trains Leave and Arrive 14th St. Station. (1043, 141, 1218, 166)
agent-name: C. S. CAMPBELL, Division Passenger Agt., 838 East Main St. (1240, 1599, 1427, 1624)
paragraph: Thirty cents was all that Mr. Tallerday asked for Mrs. Tallerday, because he considered her worth no more (445, 745, 630, 785)
ad-title: THE MIDWAY LUNCH ROOM, (1061, 2080, 1201, 2111)
paragraph: ("Go Thou and Do Likewise.") (59, 1317, 201, 1330)
article-subtitle: Dr. Vaillant, a Socialist Deputy for Paris, Making a Bitter Fight Against the Curse. (28, 373, 232, 401)
lady-and-maid-illustration (841, 717, 1025, 879)
paragraph: Johnny—The ace.—Nashville American. (644, 2009, 828, 2036)
article-subtitle: Extended to a Fallen Cabman It Rescues Him from the Depths of Miserable Drunkenness. (28, 1269, 232, 1312)
paragraph: Wife—I think it was awfully mean of the minister to preach against woman's extravagance in dress. (841, 95, 1025, 136)
article-title: ALCOHOLISM IN FRANCE. (30, 351, 230, 368)
column-6 (1039, 73, 1223, 2200)
article-subtitle: Plucky Young Bear's Teeth and Claws Are Unavailing Against Reptiles' Folds. (459, 2174, 616, 2217)
ad-title: New Outing and Picnic Park at Jonesboro. (1051, 1832, 1211, 1861)
schedule-entry: 2:15 p. m., No. 10 daily except Sundays, local for West Point. Connects at Lester Manor with stage for Walkerton and Tappahannock. (1039, 825, 1223, 876)
schedule-entry: James River Division—From Clifton Forge and Lynchburg 6:00 p. m., daily; and 8:30 a. m., except Sunday, from Bremo. (841, 1585, 1025, 1623)
schedule-entry: 10:45 A. M., No. 9, daily except Sundays and Mondays. (1039, 982, 1223, 1006)
paragraph: Teacher (in mineralogy class)—Johnny, give the name of the largest known diamond. (644, 1963, 828, 2003)
dateline: SATURDAY, NOV. 1, 1902. (64, 197, 196, 210)
illustration-caption: THE CABMAN'S HEART WAS THRILLED. (51, 1738, 209, 1764)
article-title: FOOD OR POISON QUESTION. (272, 143, 407, 178)
schedule-heading: TRAINS ARRIVE RICHMOND. (1259, 1332, 1407, 1344)
column-7 (1236, 73, 1430, 1945)
ad-text: Open Day and Night. Office and warerooms 2000 F St., Church Hill. Orders by Telegraph and Telephone promptly attended to. All business confidential. Old Phone No. 383. (1236, 1876, 1430, 1945)
agent-name: R. T. D. MYERS, President. (1312, 956, 1430, 968)
schedule-entry: 9:00 A. M. NORFOLK LIMITED. Arrives at Norfolk 11:30 A. M. Stops only at Petersburg, Waverly and Suffolk. Second class tickets not honored on this train. (841, 1832, 1025, 1883)
agent-name: W. O. WARTHEN, District Passenger Agent. (869, 1670, 1025, 1695)
paragraph: The local council of women at Ottawa have adopted a resolution asking that the government establish cottage homes for inebriate women. They state that in their city of Ottawa intemperance among women and girl prisoners has increased to the alarming extent of 75 per cent., and that women in many cases under or about the age of 20, have been incarcerated for drunkenness or for crimes committed while under the influence of drink. Imprisonment to check this evil has proven an utter failure, as there are women in a brief life of 40 years who have spent 20 years in jail.—Journal of Inebriety. (248, 2289, 431, 2526)
schedule-entry: 7:35 P. M. Daily, at BYRD STREET STATION. Sleeping Car from New York. (1236, 851, 1430, 876)
